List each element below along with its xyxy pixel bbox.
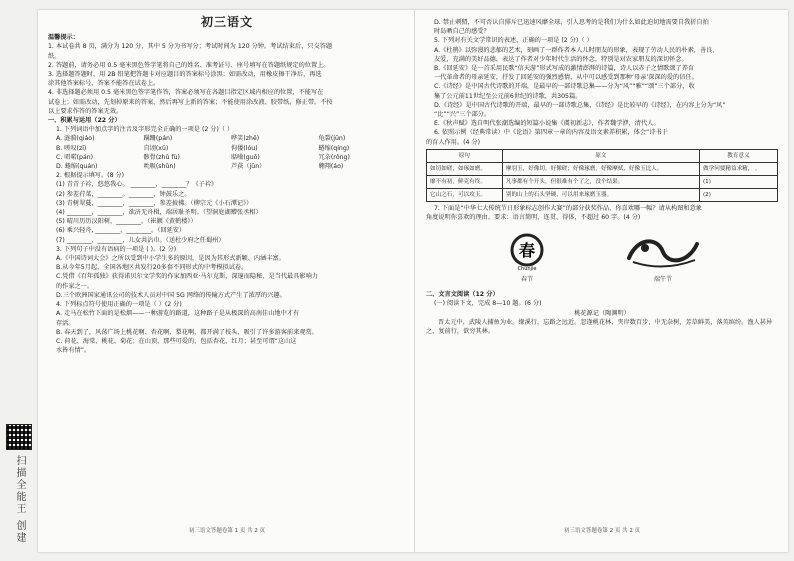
- option-line: B. 春天到了，风荡广场上桃花啊、杏花啊、梨花啊，都开满了枝头，吸引了许多游客前来观赏。: [56, 328, 318, 336]
- notice-list: [48, 42, 406, 116]
- notice-heading: 温馨提示：: [48, 34, 79, 42]
- option-line: C.《诗经》是中国古代诗歌的开端，是最早的一部诗歌总集——分为“风”“雅”“颂”三个部分，收: [434, 83, 695, 91]
- table-header: 原句: [427, 149, 503, 162]
- qr-code: [7, 425, 31, 449]
- option-cell: 哗笑(zhē): [231, 135, 260, 143]
- fill-blank-line: (6) 乘兴轻舟, ________，________。（回延安）: [56, 227, 186, 235]
- fill-blank-line: (5) 晴川历历汉阳树，________。（崔颢《黄鹤楼》）: [56, 218, 197, 226]
- option-cell: 吮吸(shǔn): [143, 163, 176, 171]
- notice-line: 1. 本试卷共 8 页，满分为 120 分，其中 5 分为书写分；考试时间为 120 分钟。考试结束后，只交答题: [48, 43, 333, 51]
- table-cell: 如切如磋，如琢如磨。: [427, 162, 503, 175]
- table-cell: 靡不有初，鲜克有终。: [427, 175, 503, 188]
- question-2-lines: [48, 180, 406, 244]
- option-line: A. 走马在松竹下面的是松烟——一种游览的路道，这种路子是从极深的高南佳山地中才有: [56, 310, 300, 318]
- option-row: [48, 153, 406, 162]
- notice-line: 4. 非选择题必须用 0.5 毫米黑色签字笔作答，答案必须写在各题目指定区域内相应的位置，不能写在: [48, 89, 324, 97]
- option-line: C.凭借《百年孤独》获得诺贝尔文学奖的作家加西亚·马尔克斯，深邃而隐秘，是当代最具影响力: [56, 273, 318, 281]
- option-cell: C. 唱喏(pán): [56, 153, 94, 161]
- option-line: D.《诗经》是中国古代诗歌的开端，最早的一部诗歌总集，《诗经》是比较早的《诗经》，在内容上分为“风”: [434, 101, 726, 109]
- option-line: B.《回延安》是一首采用民歌“信天游”形式写成的激情澎湃的诗篇，诗人以赤子之情歌颂了养育: [434, 65, 695, 73]
- table-row: [427, 175, 778, 188]
- page-divider: [414, 10, 415, 552]
- continued-option-text: [426, 18, 778, 36]
- spring-festival-logo: [501, 232, 553, 284]
- table-cell: 凡事都有个开头，但很难有个了之，没个结果。: [502, 175, 699, 188]
- option-cell: 冗杂(rǒng): [318, 153, 350, 161]
- section-2-heading: 二、文言文阅读（12 分）: [426, 291, 499, 299]
- option-cell: 佝偻(lóu): [231, 144, 258, 152]
- option-cell: D. 蜷缩(quán): [56, 163, 98, 171]
- question-5: 5. 下列对有关文学常识的表述，正确的一项是 (2 分)（ ）: [434, 37, 593, 45]
- notice-line: 2. 答题前，请务必用 0.5 毫米黑色签字笔将自己的姓名、准考证号、座号填写在答题纸规定的位置上。: [48, 61, 330, 69]
- question-4-options: [48, 309, 406, 355]
- passage-title: 桃花源记（陶渊明）: [574, 309, 630, 317]
- subsection-1: (一) 阅读下文，完成 8—10 题。(6 分): [434, 300, 542, 308]
- table-row: [427, 188, 778, 201]
- option-cell: 龟裂(jūn): [318, 135, 346, 143]
- table-cell: 它山之石，可以攻玉。: [427, 188, 503, 201]
- table-header: 原文: [502, 149, 699, 162]
- table-cell: 别的山上的石头坚硬，可以用来琢磨玉器。: [502, 188, 699, 201]
- exam-sheet: [38, 10, 788, 552]
- option-line: 友爱，充满的美好品德，表达了作者对少年时代生活的怀念，特别是对农家朋友的深切怀念。: [434, 55, 688, 63]
- spring-festival-caption: 春节: [520, 276, 533, 284]
- table-cell: (2): [700, 188, 778, 201]
- table-cell: (1): [700, 175, 778, 188]
- svg-text:春: 春: [518, 240, 536, 260]
- option-cell: 聒噪(guō): [231, 153, 260, 161]
- table-cell: 摩羽玉，好像切，好像磋；好像琢磨，好像摩拭，好像玉比人。: [502, 162, 699, 175]
- question-4: 4. 下列标点符号使用正确的一项是（ ）(2 分): [56, 301, 182, 309]
- question-6: 6. 依照示例（经典常读）中《论语》第四章一章的内容及语文素养积累，体会“诗书于: [434, 129, 668, 137]
- notice-line: 涂其他答案标号，答案不能答在试卷上。: [48, 80, 160, 88]
- option-line: A.《杜鹃》以弥漫的悲郁的艺术，刻画了一群作者本人儿时朋友的形象，表现了劳动人民的朴素，善良、: [434, 46, 719, 54]
- option-line: 集了公元前11世纪至公元前6世纪的诗歌，共305篇。: [434, 92, 582, 100]
- page-footer-right: 初三语文答题卷第 2 页 共 2 页: [563, 527, 641, 534]
- section-heading: 一、积累与运用（22 分）: [48, 117, 121, 125]
- question-3-options: [48, 254, 406, 300]
- option-row: [48, 162, 406, 171]
- option-line: A.《中国诗词大会》之所以受到中小学生多的原因，是因为其形式新颖、内涵丰富。: [56, 255, 285, 263]
- option-line: 时岛晒自己的感受？: [434, 28, 490, 36]
- option-cell: 蹒跚(pán): [143, 135, 173, 143]
- option-line: 的作家之一。: [56, 282, 94, 290]
- notice-line: 纸。: [48, 52, 61, 60]
- question-2: 2. 根据提示填写。(8 分): [56, 172, 125, 180]
- question-6-cont: 的育人作用。(4 分): [426, 138, 481, 146]
- option-line: C. 荷花、海棠、桃花、菊花；在山顶，那些可爱的，包括杏花、红月；甚至可谓“这山这: [56, 337, 297, 345]
- notice-line: 试卷上；如需改动，先划掉原来的答案，然后再写上新的答案；不能使用涂改液、胶带纸、修正带。不按: [48, 98, 333, 106]
- option-cell: 骸骨(zhǔ fù): [143, 153, 180, 161]
- question-1: 1. 下列词语中加点字的注音及字形完全正确的一项是 (2 分)（ ）: [56, 126, 234, 134]
- option-cell: B. 嗟叹(zī): [56, 144, 87, 152]
- option-line: D. 禁止刺猬，不可否认自排斥已迅速风靡全球，引人思考的是我们为什么如此迫切地需要自我折自拍: [434, 19, 709, 26]
- exam-title: 初三语文: [200, 15, 253, 29]
- notice-line: 以上要求作答的答案无效。: [48, 107, 123, 115]
- festival-logos: [466, 226, 738, 284]
- option-cell: 芦荻（jūn）: [231, 163, 266, 171]
- question-1-options: [48, 134, 406, 171]
- question-7: 7. 下面是“中华七大传统节日形象标志创作大赛”的部分获奖作品，你喜欢哪一幅？请从构图和意象: [434, 204, 702, 212]
- option-line: “比”“兴”三个部分。: [434, 111, 491, 119]
- spring-festival-icon: [501, 232, 553, 272]
- option-line: 一代革命者的母亲延安，抒发了回延安的强烈感情，从中可以感受到那种‘母亲’深深的爱的信任。: [434, 74, 698, 82]
- right-page: [426, 10, 778, 552]
- dragon-boat-logo: [623, 232, 703, 284]
- passage-text: 晋太元中，武陵人捕鱼为业。缘溪行，忘路之远近。忽逢桃花林，夹岸数百步，中无杂树，芳草鲜美，落英缤纷。渔人甚异之，复前行，欲穷其林。: [426, 318, 773, 336]
- notice-line: 3. 选择题答题时，用 2B 铅笔把答题卡对应题目的答案标号涂黑；如需改动，用橡皮擦干净后，再选: [48, 71, 322, 79]
- fill-blank-line: (7) ________，________，儿女共沾巾。（送杜少府之任蜀州）: [56, 236, 225, 244]
- scanner-watermark: 扫描全能王 创建: [14, 455, 25, 545]
- left-page: [48, 10, 406, 552]
- option-line: 水皆有情”。: [56, 347, 91, 355]
- question-7-cont: 角度说明你喜欢的理由。要求：语言简明、连贯、得体，不超过 60 字。(4 分): [426, 214, 641, 222]
- question-5-options: [426, 46, 778, 120]
- option-line: B.从今年5月起，全国各地区共发行20多套不同形式的中考模拟试卷。: [56, 264, 248, 272]
- fill-blank-line: (4) ________，________，欲济无舟楫，端居耻圣明。（望洞庭湖赠张丞相）: [56, 209, 262, 217]
- question-3: 3. 下列句子中没有语病的一项是 ( )。(2 分): [56, 245, 177, 253]
- dragon-boat-icon: [623, 232, 703, 272]
- option-cell: A. 涟漪(qiáo): [56, 135, 95, 143]
- dragon-boat-caption: 端午节: [653, 276, 672, 284]
- option-row: [48, 144, 406, 153]
- option-cell: 自诩(xǔ): [143, 144, 169, 152]
- option-line: 存活。: [56, 319, 75, 327]
- fill-blank-line: (2) 参差荇菜，________。________，钟鼓乐之。: [56, 190, 191, 198]
- table-cell: 做学问要精益求精， 。: [700, 162, 778, 175]
- fill-blank-line: (3) 青树翠蔓，________，________，参差披拂。（柳宗元《小石潭记》）: [56, 199, 253, 207]
- table-header: 教育意义: [700, 149, 778, 162]
- svg-text:Chunjie: Chunjie: [517, 265, 537, 272]
- analects-table: [426, 149, 778, 202]
- page-footer-left: 初三语文答题卷第 1 页 共 2 页: [188, 527, 266, 534]
- table-row: [427, 162, 778, 175]
- question-5-option-e: E.《秋声赋》选自明代张潮选编的短篇小说集《虞初新志》，作者魏学洢，清代人。: [434, 120, 660, 128]
- option-cell: 翱翔(áo): [318, 163, 344, 171]
- option-line: D.三个欧洲国家通讯公司的技术人员对中国 5G 网络的传输方式产生了浓厚的兴趣。: [56, 291, 286, 299]
- option-row: [48, 134, 406, 143]
- fill-blank-line: (1) 青青子衿，悠悠我心。 ________，________？《子衿》: [56, 181, 218, 189]
- option-cell: 蜷缩(qíng): [318, 144, 350, 152]
